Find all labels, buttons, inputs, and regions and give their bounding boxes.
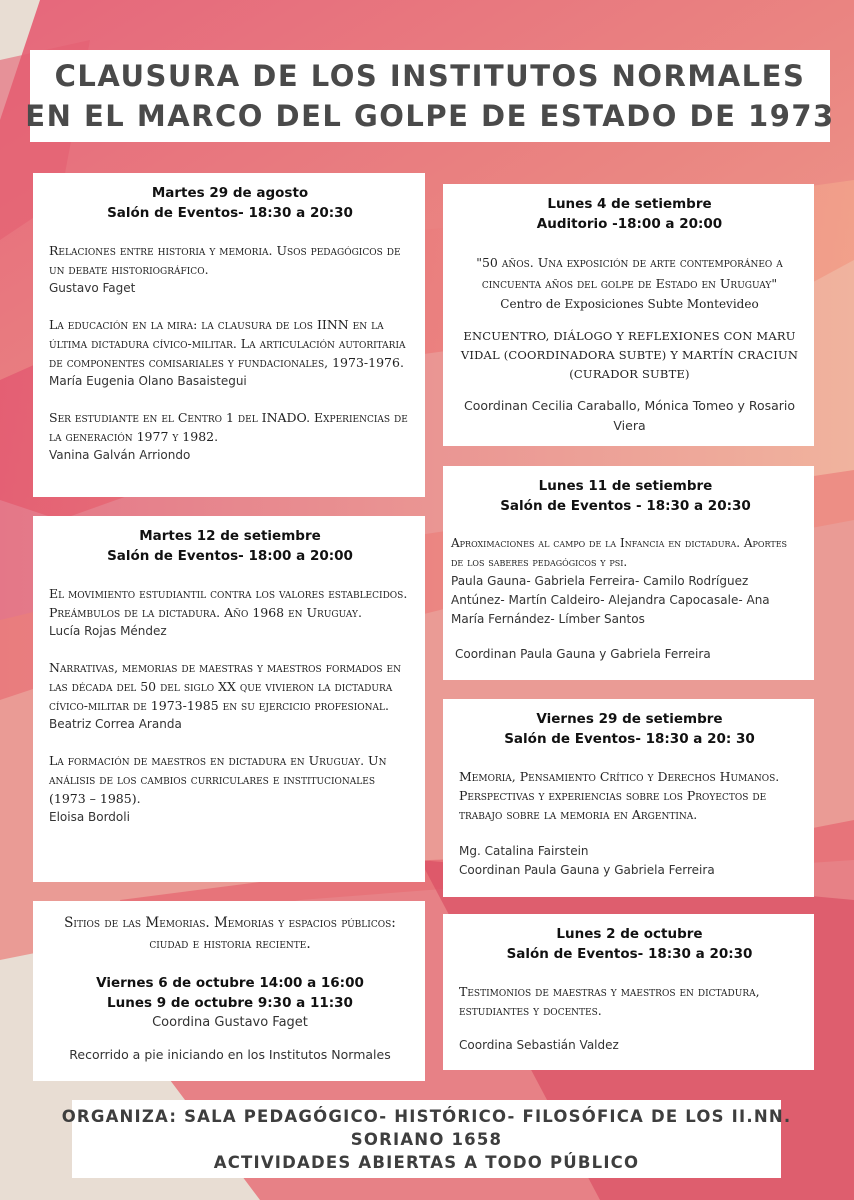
exhibit-title: "50 años. Una exposición de arte contemporáneo a cincuenta años del golpe de Estado en Uruguay"	[476, 255, 783, 291]
walk-title: Sitios de las Memorias. Memorias y espacios públicos: ciudad e historia reciente.	[64, 915, 396, 952]
event-date: Martes 12 de setiembre	[139, 528, 321, 544]
talk-item	[49, 408, 411, 465]
event-card-memory-sites	[33, 901, 425, 1081]
talk-item	[49, 241, 411, 298]
event-venue: Salón de Eventos- 18:30 a 20:30	[107, 205, 353, 221]
poster-title	[25, 50, 835, 142]
talk-title: El movimiento estudiantil contra los valores establecidos. Preámbulos de la dictadura. Año 1968 en Uruguay.	[49, 586, 408, 620]
event-date: Lunes 4 de setiembre	[547, 196, 712, 212]
talk-title: Aproximaciones al campo de la Infancia en dictadura. Aportes de los saberes pedagógicos y psi.	[451, 536, 788, 569]
organizer-line: ORGANIZA: SALA PEDAGÓGICO- HISTÓRICO- FILOSÓFICA DE LOS II.NN.	[61, 1106, 792, 1126]
talk-title: Relaciones entre historia y memoria. Usos pedagógicos de un debate historiográfico.	[49, 243, 401, 277]
event-date: Martes 29 de agosto	[151, 185, 309, 201]
event-date: Lunes 11 de setiembre	[538, 478, 713, 494]
walk-date-2: Lunes 9 de octubre 9:30 a 11:30	[107, 995, 353, 1011]
event-date: Viernes 29 de setiembre	[536, 711, 723, 727]
organizer-footer	[61, 1100, 792, 1178]
talk-author: Beatriz Correa Aranda	[49, 717, 182, 731]
event-venue: Salón de Eventos- 18:00 a 20:00	[107, 548, 353, 564]
talk-author: Eloisa Bordoli	[49, 810, 130, 824]
event-coordinators: Coordinan Paula Gauna y Gabriela Ferreira	[459, 863, 715, 877]
talk-title: La formación de maestros en dictadura en Uruguay. Un análisis de los cambios curriculares e institucionales (1973 – 1985).	[49, 753, 387, 806]
talk-title: Ser estudiante en el Centro 1 del INADO. Experiencias de la generación 1977 y 1982.	[49, 410, 408, 444]
event-venue: Auditorio -18:00 a 20:00	[536, 216, 723, 232]
exhibit-place: Centro de Exposiciones Subte Montevideo	[500, 297, 759, 311]
event-venue: Salón de Eventos- 18:30 a 20:30	[506, 946, 753, 962]
encounter-text: ENCUENTRO, DIÁLOGO Y REFLEXIONES CON MARU VIDAL (COORDINADORA SUBTE) Y MARTÍN CRACIUN (CURADOR SUBTE)	[460, 329, 799, 381]
talk-title: Testimonios de maestras y maestros en dictadura, estudiantes y docentes.	[459, 984, 760, 1018]
talk-authors: Paula Gauna- Gabriela Ferreira- Camilo Rodríguez Antúnez- Martín Caldeiro- Alejandra Capocasale- Ana María Fernández- Límber Santos	[451, 574, 770, 626]
talk-title: La educación en la mira: la clausura de los IINN en la última dictadura cívico-militar. La articulación autoritaria de componentes comisariales y fundacionales, 1973-1976.	[49, 317, 406, 370]
event-card-oct-2	[443, 914, 814, 1070]
talk-item	[49, 315, 411, 391]
event-card-sep-11	[443, 466, 814, 680]
event-date: Lunes 2 de octubre	[556, 926, 703, 942]
talk-author: María Eugenia Olano Basaistegui	[49, 374, 247, 388]
talk-item	[49, 584, 411, 641]
event-card-aug-29	[33, 173, 425, 497]
event-coordinators: Coordinan Cecilia Caraballo, Mónica Tomeo y Rosario Viera	[463, 398, 796, 433]
open-public-line: ACTIVIDADES ABIERTAS A TODO PÚBLICO	[213, 1152, 640, 1172]
walk-note: Recorrido a pie iniciando en los Institutos Normales	[69, 1047, 391, 1062]
event-card-sep-29	[443, 699, 814, 897]
event-venue: Salón de Eventos - 18:30 a 20:30	[500, 498, 751, 514]
event-coordinator: Coordina Sebastián Valdez	[459, 1038, 619, 1052]
talk-author: Vanina Galván Arriondo	[49, 448, 191, 462]
address-line: SORIANO 1658	[350, 1129, 503, 1149]
event-venue: Salón de Eventos- 18:30 a 20: 30	[504, 731, 755, 747]
talk-author: Lucía Rojas Méndez	[49, 624, 167, 638]
talk-author: Gustavo Faget	[49, 281, 136, 295]
title-line-1: CLAUSURA DE LOS INSTITUTOS NORMALES	[54, 59, 806, 93]
talk-title: Narrativas, memorias de maestras y maestros formados en las década del 50 del siglo XX que vivieron la dictadura cívico-militar de 1973-1985 en su ejercicio profesional.	[49, 660, 401, 713]
event-card-sep-12	[33, 516, 425, 882]
talk-author: Mg. Catalina Fairstein	[459, 844, 589, 858]
title-line-2: EN EL MARCO DEL GOLPE DE ESTADO DE 1973	[25, 99, 835, 133]
event-card-sep-4	[443, 184, 814, 446]
event-coordinators: Coordinan Paula Gauna y Gabriela Ferreira	[455, 647, 711, 661]
talk-item	[49, 751, 411, 827]
walk-coordinator: Coordina Gustavo Faget	[152, 1015, 308, 1030]
walk-date-1: Viernes 6 de octubre 14:00 a 16:00	[96, 975, 364, 991]
talk-item	[49, 658, 411, 734]
talk-title: Memoria, Pensamiento Crítico y Derechos Humanos. Perspectivas y experiencias sobre los Proyectos de trabajo sobre la memoria en Argentina.	[459, 769, 780, 822]
